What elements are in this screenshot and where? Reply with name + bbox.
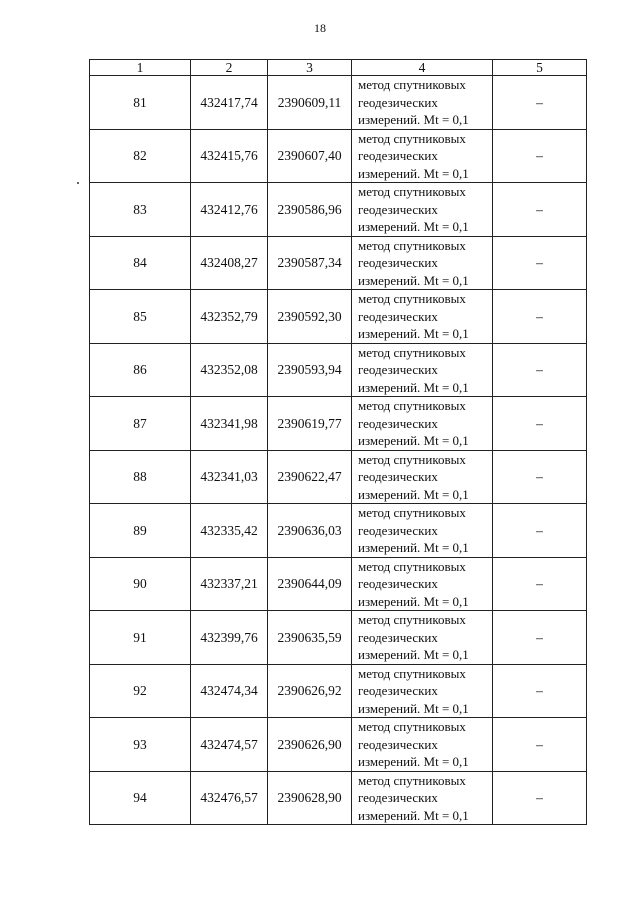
x-coordinate-cell: 432399,76: [191, 611, 268, 665]
y-coordinate-cell: 2390636,03: [268, 504, 352, 558]
method-cell: метод спутниковых геодезических измерений. Mt = 0,1: [352, 504, 493, 558]
y-coordinate-cell: 2390619,77: [268, 397, 352, 451]
note-cell: –: [493, 76, 587, 130]
point-number-cell: 83: [90, 183, 191, 237]
point-number-cell: 81: [90, 76, 191, 130]
method-cell: метод спутниковых геодезических измерений. Mt = 0,1: [352, 290, 493, 344]
y-coordinate-cell: 2390609,11: [268, 76, 352, 130]
note-cell: –: [493, 450, 587, 504]
table-row: [90, 290, 587, 344]
x-coordinate-cell: 432417,74: [191, 76, 268, 130]
method-cell: метод спутниковых геодезических измерений. Mt = 0,1: [352, 664, 493, 718]
y-coordinate-cell: 2390626,90: [268, 718, 352, 772]
x-coordinate-cell: 432335,42: [191, 504, 268, 558]
note-cell: –: [493, 183, 587, 237]
table-row: [90, 771, 587, 825]
table-header: [90, 60, 587, 76]
table-body: [90, 76, 587, 825]
point-number-cell: 88: [90, 450, 191, 504]
y-coordinate-cell: 2390586,96: [268, 183, 352, 237]
table-row: [90, 236, 587, 290]
method-cell: метод спутниковых геодезических измерений. Mt = 0,1: [352, 129, 493, 183]
header-cell-2: 2: [191, 60, 268, 76]
x-coordinate-cell: 432341,98: [191, 397, 268, 451]
y-coordinate-cell: 2390622,47: [268, 450, 352, 504]
point-number-cell: 84: [90, 236, 191, 290]
point-number-cell: 82: [90, 129, 191, 183]
table-row: [90, 397, 587, 451]
note-cell: –: [493, 343, 587, 397]
x-coordinate-cell: 432341,03: [191, 450, 268, 504]
header-cell-1: 1: [90, 60, 191, 76]
method-cell: метод спутниковых геодезических измерений. Mt = 0,1: [352, 183, 493, 237]
note-cell: –: [493, 236, 587, 290]
table-row: [90, 664, 587, 718]
method-cell: метод спутниковых геодезических измерений. Mt = 0,1: [352, 236, 493, 290]
table-row: [90, 183, 587, 237]
point-number-cell: 87: [90, 397, 191, 451]
table-row: [90, 611, 587, 665]
y-coordinate-cell: 2390628,90: [268, 771, 352, 825]
x-coordinate-cell: 432337,21: [191, 557, 268, 611]
header-cell-3: 3: [268, 60, 352, 76]
header-cell-5: 5: [493, 60, 587, 76]
header-row: [90, 60, 587, 76]
note-cell: –: [493, 504, 587, 558]
table-row: [90, 718, 587, 772]
method-cell: метод спутниковых геодезических измерений. Mt = 0,1: [352, 450, 493, 504]
x-coordinate-cell: 432415,76: [191, 129, 268, 183]
method-cell: метод спутниковых геодезических измерений. Mt = 0,1: [352, 76, 493, 130]
note-cell: –: [493, 718, 587, 772]
method-cell: метод спутниковых геодезических измерений. Mt = 0,1: [352, 611, 493, 665]
point-number-cell: 90: [90, 557, 191, 611]
point-number-cell: 86: [90, 343, 191, 397]
note-cell: –: [493, 290, 587, 344]
point-number-cell: 89: [90, 504, 191, 558]
table-row: [90, 343, 587, 397]
header-cell-4: 4: [352, 60, 493, 76]
point-number-cell: 85: [90, 290, 191, 344]
note-cell: –: [493, 664, 587, 718]
x-coordinate-cell: 432412,76: [191, 183, 268, 237]
point-number-cell: 93: [90, 718, 191, 772]
y-coordinate-cell: 2390592,30: [268, 290, 352, 344]
y-coordinate-cell: 2390593,94: [268, 343, 352, 397]
point-number-cell: 92: [90, 664, 191, 718]
table-row: [90, 76, 587, 130]
scan-speck: [77, 182, 79, 184]
y-coordinate-cell: 2390644,09: [268, 557, 352, 611]
coordinates-table: [89, 59, 587, 825]
page-number: 18: [314, 21, 326, 35]
method-cell: метод спутниковых геодезических измерений. Mt = 0,1: [352, 343, 493, 397]
method-cell: метод спутниковых геодезических измерений. Mt = 0,1: [352, 557, 493, 611]
note-cell: –: [493, 557, 587, 611]
y-coordinate-cell: 2390607,40: [268, 129, 352, 183]
x-coordinate-cell: 432476,57: [191, 771, 268, 825]
x-coordinate-cell: 432352,79: [191, 290, 268, 344]
y-coordinate-cell: 2390626,92: [268, 664, 352, 718]
method-cell: метод спутниковых геодезических измерений. Mt = 0,1: [352, 718, 493, 772]
x-coordinate-cell: 432474,57: [191, 718, 268, 772]
x-coordinate-cell: 432408,27: [191, 236, 268, 290]
note-cell: –: [493, 129, 587, 183]
x-coordinate-cell: 432352,08: [191, 343, 268, 397]
table-row: [90, 129, 587, 183]
x-coordinate-cell: 432474,34: [191, 664, 268, 718]
table-row: [90, 450, 587, 504]
method-cell: метод спутниковых геодезических измерений. Mt = 0,1: [352, 397, 493, 451]
note-cell: –: [493, 397, 587, 451]
note-cell: –: [493, 771, 587, 825]
y-coordinate-cell: 2390587,34: [268, 236, 352, 290]
y-coordinate-cell: 2390635,59: [268, 611, 352, 665]
point-number-cell: 94: [90, 771, 191, 825]
point-number-cell: 91: [90, 611, 191, 665]
method-cell: метод спутниковых геодезических измерений. Mt = 0,1: [352, 771, 493, 825]
table-row: [90, 504, 587, 558]
table-row: [90, 557, 587, 611]
note-cell: –: [493, 611, 587, 665]
